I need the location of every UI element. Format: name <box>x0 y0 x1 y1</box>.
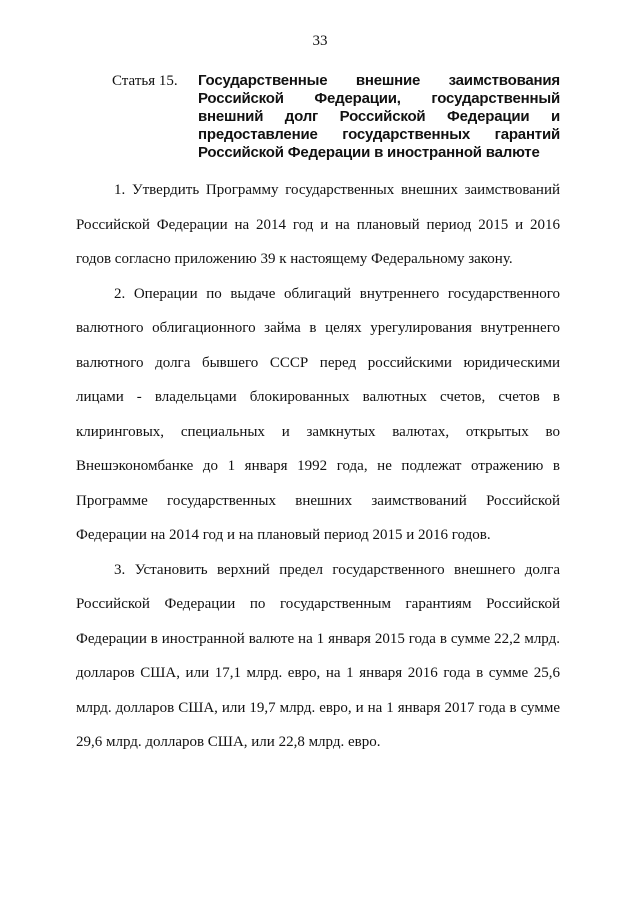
article-title: Государственные внешние заимствования Российской Федерации, государственный внешний долг Российской Федерации и предоставление государственных гарантий Российской Федерации в иностранной валюте <box>198 72 560 161</box>
article-header <box>112 72 560 162</box>
page-number: 33 <box>312 33 328 49</box>
paragraph-1: 1. Утвердить Программу государственных внешних заимствований Российской Федерации на 2014 год и на плановый период 2015 и 2016 годов согласно приложению 39 к настоящему Федеральному закону. <box>76 182 560 267</box>
article-body <box>76 173 560 760</box>
paragraph-3: 3. Установить верхний предел государственного внешнего долга Российской Федерации по государственным гарантиям Российской Федерации в иностранной валюте на 1 января 2015 года в сумме 22,2 млрд. долларов США, или 17,1 млрд. евро, на 1 января 2016 года в сумме 25,6 млрд. долларов США, или 19,7 млрд. евро, и на 1 января 2017 года в сумме 29,6 млрд. долларов США, или 22,8 млрд. евро. <box>76 561 560 750</box>
paragraph-2: 2. Операции по выдаче облигаций внутреннего государственного валютного облигационного займа в целях урегулирования внутреннего валютного долга бывшего СССР перед российскими юридическими лицами - владельцами блокированных валютных счетов, счетов в клиринговых, специальных и замкнутых валютах, открытых во Внешэкономбанке до 1 января 1992 года, не подлежат отражению в Программе государственных внешних заимствований Российской Федерации на 2014 год и на плановый период 2015 и 2016 годов. <box>76 285 560 543</box>
article-label: Статья 15. <box>112 73 178 89</box>
